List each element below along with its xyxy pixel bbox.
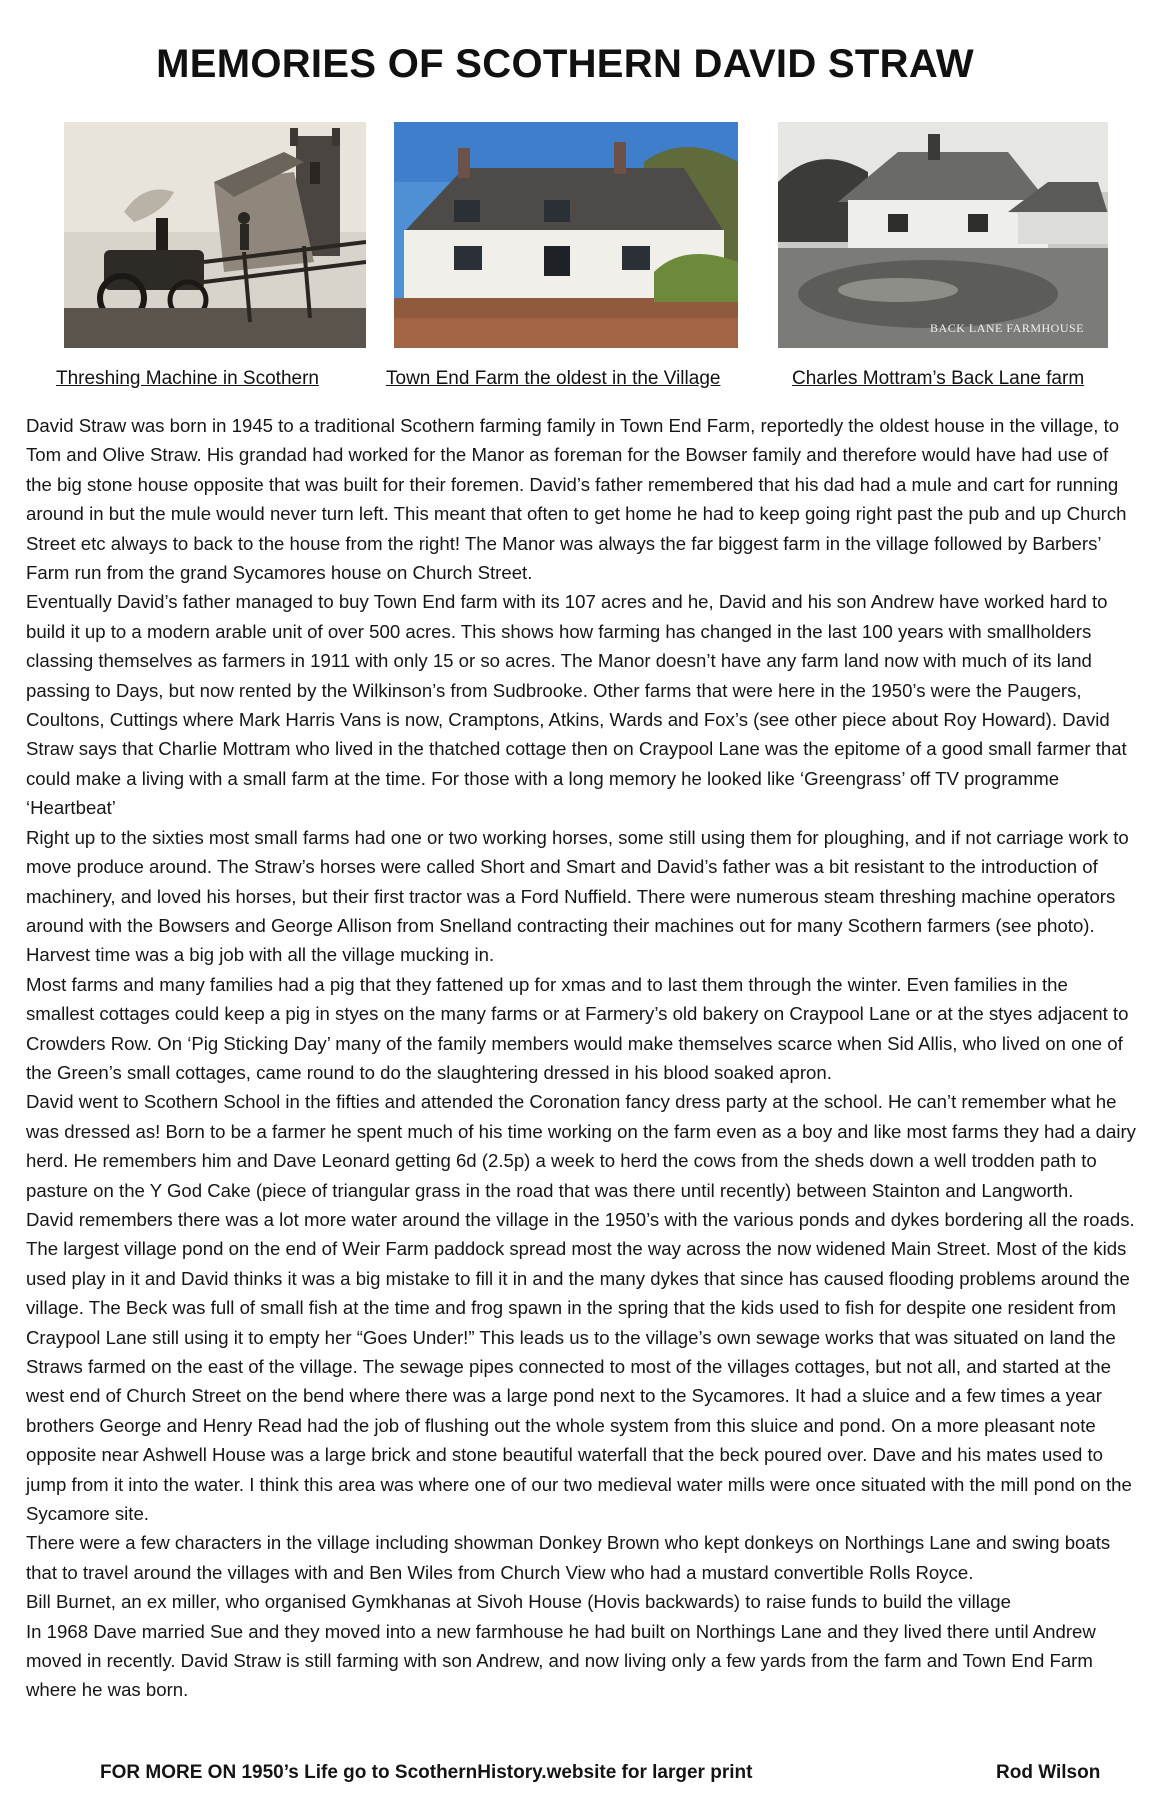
caption-town-end-farm: Town End Farm the oldest in the Village xyxy=(386,368,721,389)
footer-website-note: FOR MORE ON 1950’s Life go to ScothernHistory.website for larger print xyxy=(100,1762,753,1783)
threshing-machine-photo xyxy=(64,122,366,348)
photo-inset-text: BACK LANE FARMHOUSE xyxy=(930,321,1084,335)
paragraph: In 1968 Dave married Sue and they moved into a new farmhouse he had built on Northings Lane and they lived there until Andrew moved in recently. David Straw is still farming with son Andrew, and now living only a few yards from the farm and Town End Farm where he was born. xyxy=(26,1620,1096,1701)
town-end-farm-photo xyxy=(394,122,738,348)
paragraph: Right up to the sixties most small farms had one or two working horses, some still using them for ploughing, and if not carriage work to move produce around. The Straw’s horses were called Short and Smart and David’s father was a bit resistant to the introduction of machinery, and loved his horses, but their first tractor was a Ford Nuffield. There were numerous steam threshing machine operators around with the Bowsers and George Allison from Snelland contracting their machines out for many Scothern farmers (see photo). Harvest time was a big job with all the village mucking in. xyxy=(26,826,1129,966)
paragraph: Most farms and many families had a pig that they fattened up for xmas and to last them through the winter. Even families in the smallest cottages could keep a pig in styes on the many farms or at Farmery’s old bakery on Craypool Lane or at the styes adjacent to Crowders Row. On ‘Pig Sticking Day’ many of the family members would make themselves scarce when Sid Allis, who lived on one of the Green’s small cottages, came round to do the slaughtering dressed in his blood soaked apron. xyxy=(26,973,1129,1083)
paragraph: There were a few characters in the village including showman Donkey Brown who kept donkeys on Northings Lane and swing boats that to travel around the villages with and Ben Wiles from Church View who had a mustard convertible Rolls Royce. xyxy=(26,1532,1111,1583)
paragraph: David remembers there was a lot more water around the village in the 1950’s with the various ponds and dykes bordering all the roads. The largest village pond on the end of Weir Farm paddock spread most the way across the now widened Main Street. Most of the kids used play in it and David thinks it was a big mistake to fill it in and the many dykes that since has caused flooding problems around the village. The Beck was full of small fish at the time and frog spawn in the spring that the kids used to fish for despite one resident from Craypool Lane still using it to empty her “Goes Under!” This leads us to the village’s own sewage works that was situated on land the Straws farmed on the east of the village. The sewage pipes connected to most of the villages cottages, but not all, and started at the west end of Church Street on the bend where there was a large pond next to the Sycamores. It had a sluice and a few times a year brothers George and Henry Read had the job of flushing out the whole system from this sluice and pond. On a more pleasant note opposite near Ashwell House was a large brick and stone beautiful waterfall that the beck poured over. Dave and his mates used to jump from it into the water. I think this area was where one of our two medieval water mills were once situated with the mill pond on the Sycamore site. xyxy=(26,1208,1135,1525)
paragraph: Bill Burnet, an ex miller, who organised Gymkhanas at Sivoh House (Hovis backwards) to raise funds to build the village xyxy=(26,1591,1011,1613)
caption-threshing: Threshing Machine in Scothern xyxy=(56,368,319,389)
caption-back-lane-farm: Charles Mottram’s Back Lane farm xyxy=(792,368,1085,389)
paragraph: David went to Scothern School in the fifties and attended the Coronation fancy dress party at the school. He can’t remember what he was dressed as! Born to be a farmer he spent much of his time working on the farm even as a boy and like most farms they had a dairy herd. He remembers him and Dave Leonard getting 6d (2.5p) a week to herd the cows from the sheds down a well trodden path to pasture on the Y God Cake (piece of triangular grass in the road that was there until recently) between Stainton and Langworth. xyxy=(26,1091,1136,1201)
footer-author: Rod Wilson xyxy=(996,1762,1101,1783)
article-body xyxy=(26,411,1138,1705)
paragraph: Eventually David’s father managed to buy Town End farm with its 107 acres and he, David and his son Andrew have worked hard to build it up to a modern arable unit of over 500 acres. This shows how farming has changed in the last 100 years with smallholders classing themselves as farmers in 1911 with only 15 or so acres. The Manor doesn’t have any farm land now with much of its land passing to Days, but now rented by the Wilkinson’s from Sudbrooke. Other farms that were here in the 1950’s were the Paugers, Coultons, Cuttings where Mark Harris Vans is now, Cramptons, Atkins, Wards and Fox’s (see other piece about Roy Howard). David Straw says that Charlie Mottram who lived in the thatched cottage then on Craypool Lane was the epitome of a good small farmer that could make a living with a small farm at the time. For those with a long memory he looked like ‘Greengrass’ off TV programme ‘Heartbeat’ xyxy=(26,591,1127,819)
page-title: MEMORIES OF SCOTHERN DAVID STRAW xyxy=(156,42,974,86)
paragraph: David Straw was born in 1945 to a traditional Scothern farming family in Town End Farm, reportedly the oldest house in the village, to Tom and Olive Straw. His grandad had worked for the Manor as foreman for the Bowser family and therefore would have had use of the big stone house opposite that was built for their foremen. David’s father remembered that his dad had a mule and cart for running around in but the mule would never turn left. This meant that often to get home he had to keep going right past the pub and up Church Street etc always to back to the house from the right! The Manor was always the far biggest farm in the village followed by Barbers’ Farm run from the grand Sycamores house on Church Street. xyxy=(26,415,1127,584)
back-lane-farmhouse-photo xyxy=(778,122,1108,348)
